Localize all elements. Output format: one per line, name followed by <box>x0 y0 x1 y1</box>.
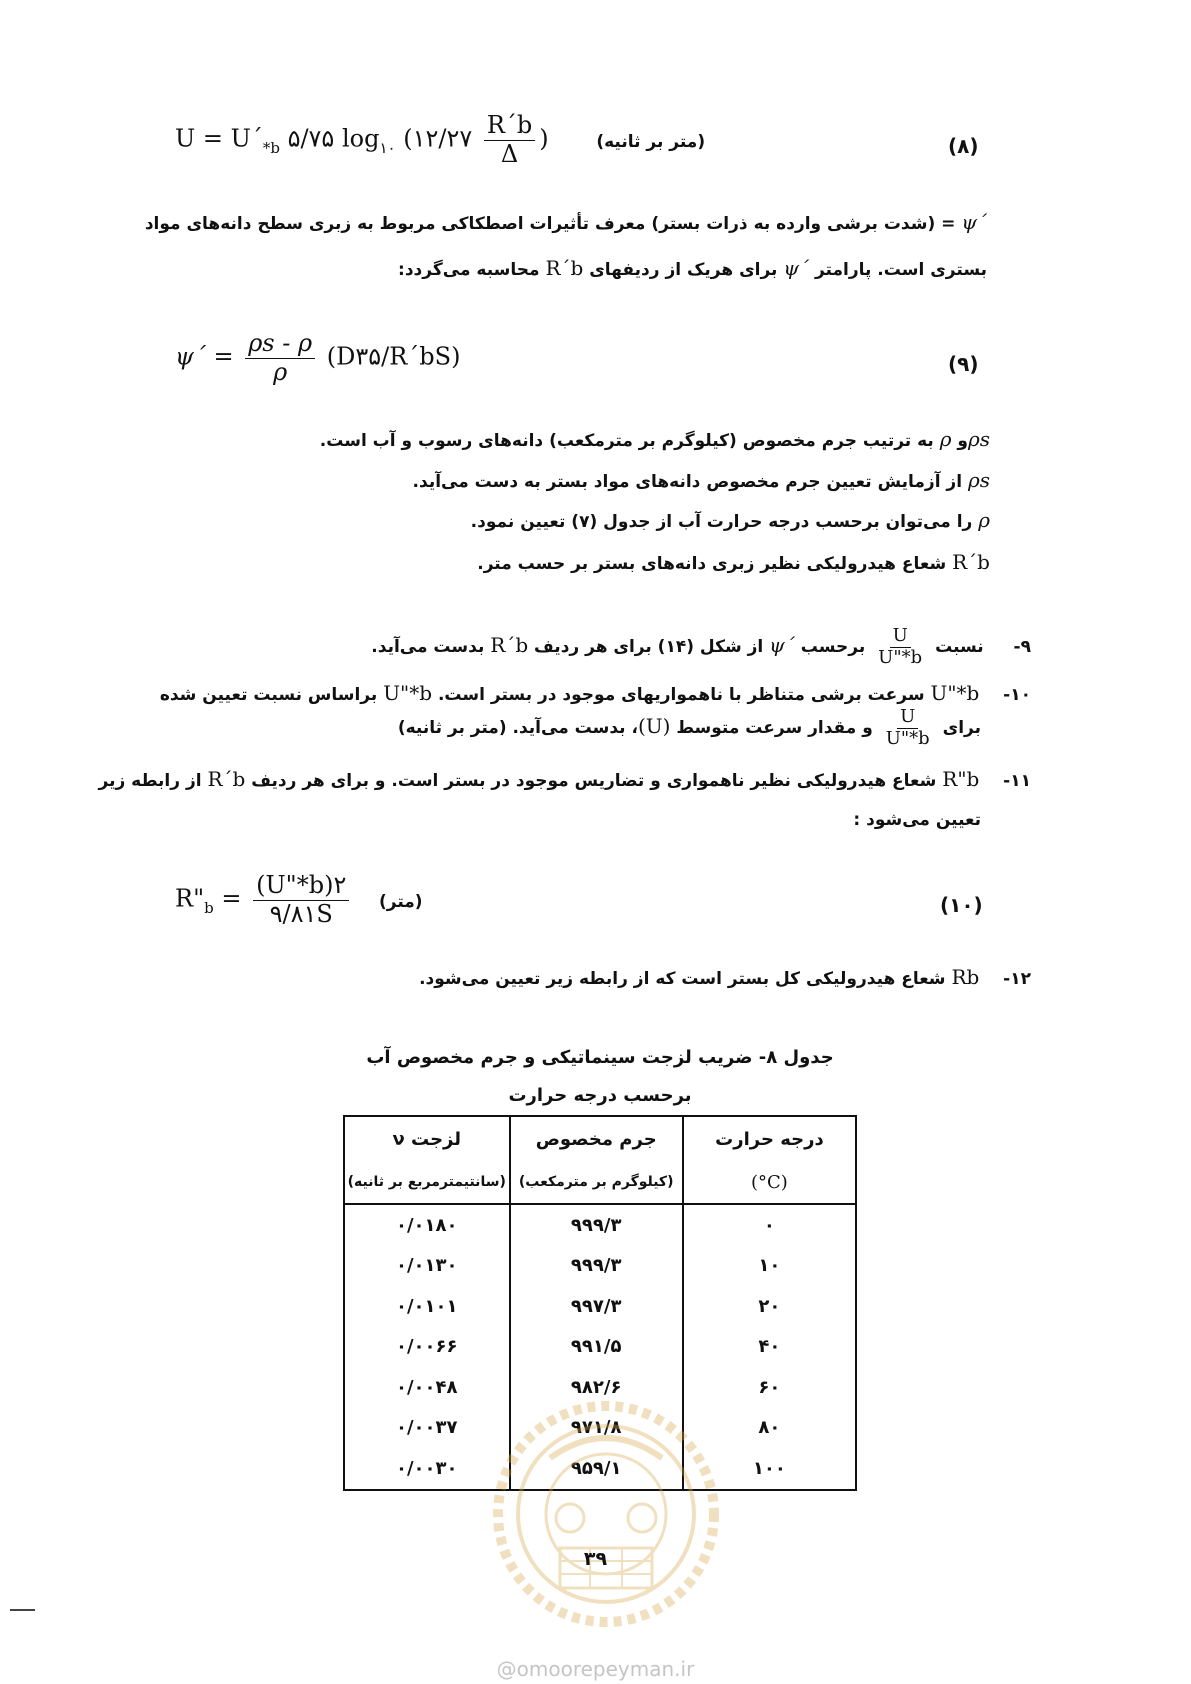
rho-s-symbol-2: ρs <box>967 468 990 492</box>
eq9-fraction <box>245 330 315 386</box>
col-density-unit: (کیلوگرم بر مترمکعب) <box>510 1161 683 1204</box>
rb-var-2: R´b <box>952 550 990 574</box>
psi-definition-text: = (شدت برشی وارده به ذرات بستر) معرف تأثیرات اصطکاکی مربوط به زبری سطح دانه‌های مواد <box>144 214 956 234</box>
psi-symbol: ψ´ <box>961 210 987 234</box>
item-9 <box>371 626 1031 668</box>
watermark-logo <box>490 1398 722 1630</box>
rho2-b: از آزمایش تعیین جرم مخصوص دانه‌های مواد بستر به دست می‌آید. <box>412 472 968 492</box>
item10-d: و مقدار سرعت متوسط <box>670 718 879 739</box>
item9-number: ۹- <box>1013 637 1031 658</box>
col-visc-unit: (سانتیمترمربع بر ثانیه) <box>344 1161 510 1204</box>
cell-visc: ۰/۰۱۸۰ <box>344 1204 510 1246</box>
eq10-fraction <box>253 872 349 928</box>
item9-b: برحسب <box>794 637 872 658</box>
eq9-rest: (D۳۵/R´bS) <box>319 342 461 371</box>
cell-temp: ۰ <box>683 1204 856 1246</box>
eq8-fraction <box>484 112 535 168</box>
cell-temp: ۲۰ <box>683 1286 856 1327</box>
watermark-site-text: @omoorepeyman.ir <box>496 1657 695 1681</box>
col-density-header: جرم مخصوص <box>510 1116 683 1161</box>
cell-visc: ۰/۰۰۶۶ <box>344 1327 510 1368</box>
psi-def2-a: بستری است. پارامتر <box>809 260 987 280</box>
item9-c: از شکل (۱۴) برای هر ردیف <box>528 637 770 658</box>
eq8-unit-note: (متر بر ثانیه) <box>596 131 706 152</box>
item-11-line2 <box>853 810 981 830</box>
item10-a: سرعت برشی متناظر با ناهمواریهای موجود در بستر است. <box>432 685 931 705</box>
item10-frac-num: U <box>897 707 918 729</box>
item11-b: از رابطه زیر <box>98 771 208 791</box>
eq10-lhs-sub: b <box>204 898 214 917</box>
cell-density: ۹۹۷/۳ <box>510 1286 683 1327</box>
cell-temp: ۸۰ <box>683 1408 856 1449</box>
eq10-unit-note: (متر) <box>378 891 423 912</box>
rb-var: R´b <box>545 256 584 280</box>
rho1-b: و <box>951 431 968 451</box>
page-number: ۳۹ <box>583 1548 608 1570</box>
eq9-frac-den: ρ <box>273 357 288 386</box>
cell-visc: ۰/۰۱۰۱ <box>344 1286 510 1327</box>
psi-definition-line2 <box>398 256 987 280</box>
eq9-frac-num: ρs - ρ <box>245 330 315 359</box>
u-shear-var: U"*b <box>930 681 980 705</box>
item9-d: بدست می‌آید. <box>371 637 491 658</box>
item10-c: برای <box>936 718 981 739</box>
r-double-prime-var: R"b <box>942 767 980 791</box>
psi-definition-line1 <box>145 210 987 234</box>
eq8-frac-den: Δ <box>500 139 519 168</box>
col-temp-unit <box>683 1161 856 1204</box>
eq8-open: (۱۲/۲۷ <box>395 124 480 153</box>
rb-total-var: Rb <box>951 965 980 989</box>
eq8-log-base: ۱۰ <box>379 138 396 157</box>
eq10-lhs: R" <box>175 884 205 913</box>
item9-frac-den: U"*b <box>878 646 923 668</box>
item10-fraction <box>883 707 933 749</box>
rho-definition-3 <box>471 508 990 532</box>
rb-def-text: شعاع هیدرولیکی نظیر زبری دانه‌های بستر بر حسب متر. <box>477 554 953 574</box>
item-11-line1 <box>99 767 1032 791</box>
equation-10 <box>175 872 423 928</box>
item-10-line1 <box>160 681 1031 705</box>
psi-symbol-2: ψ´ <box>783 256 810 280</box>
rb-var-4: R´b <box>207 767 246 791</box>
item-10-line2 <box>398 707 981 749</box>
eq10-frac-den: ۹/۸۱S <box>269 899 333 928</box>
rho3-b: را می‌توان برحسب درجه حرارت آب از جدول (۷) تعیین نمود. <box>470 512 979 532</box>
eq8-lhs: U = U´ <box>175 124 263 153</box>
margin-mark <box>10 1609 35 1611</box>
rho-symbol: ρ <box>939 427 952 451</box>
cell-temp: ۱۰۰ <box>683 1448 856 1490</box>
eq10-equals: = <box>213 884 250 913</box>
eq10-frac-num: (U"*b)۲ <box>253 872 349 901</box>
temp-unit-text: (°C) <box>751 1171 788 1193</box>
item10-frac-den: U"*b <box>885 727 930 749</box>
cell-temp: ۴۰ <box>683 1327 856 1368</box>
table-row <box>344 1246 856 1287</box>
eq9-number: (۹) <box>948 352 979 376</box>
eq10-number: (۱۰) <box>940 893 983 917</box>
col-visc-header: لزجت ν <box>344 1116 510 1161</box>
table-caption-line2: برحسب درجه حرارت <box>508 1085 692 1106</box>
item11-a: شعاع هیدرولیکی نظیر ناهمواری و تضاریس موجود در بستر است. و برای هر ردیف <box>245 771 943 791</box>
table-row <box>344 1286 856 1327</box>
table-header-row <box>344 1116 856 1161</box>
cell-density: ۹۷۱/۸ <box>510 1408 683 1449</box>
eq8-close: ) <box>539 124 549 153</box>
table-caption-line1: جدول ۸- ضریب لزجت سینماتیکی و جرم مخصوص آب <box>366 1047 834 1068</box>
item9-a: نسبت <box>929 637 984 658</box>
equation-8 <box>175 112 705 168</box>
rho-symbol-2: ρ <box>978 508 990 532</box>
item11-number: ۱۱- <box>1003 771 1031 791</box>
cell-visc: ۰/۰۰۳۰ <box>344 1448 510 1490</box>
cell-temp: ۶۰ <box>683 1367 856 1408</box>
rho-definition-1 <box>320 427 990 451</box>
eq8-frac-num: R´b <box>484 112 535 141</box>
cell-density: ۹۸۲/۶ <box>510 1367 683 1408</box>
cell-density: ۹۹۹/۳ <box>510 1246 683 1287</box>
item-12 <box>419 965 1031 989</box>
cell-density: ۹۹۹/۳ <box>510 1204 683 1246</box>
psi-symbol-3: ψ´ <box>769 633 795 658</box>
table-row <box>344 1204 856 1246</box>
eq8-sub: *b <box>262 138 280 157</box>
u-shear-var-2: U"*b <box>383 681 433 705</box>
cell-visc: ۰/۰۰۳۷ <box>344 1408 510 1449</box>
table-unit-row <box>344 1161 856 1204</box>
eq8-body: ۵/۷۵ log <box>279 124 380 153</box>
equation-9 <box>175 330 460 386</box>
item12-number: ۱۲- <box>1003 969 1031 989</box>
item10-b: براساس نسبت تعیین شده <box>159 685 384 705</box>
cell-temp: ۱۰ <box>683 1246 856 1287</box>
item10-e: ، بدست می‌آید. (متر بر ثانیه) <box>397 718 638 739</box>
rho-s-symbol: ρs <box>967 427 990 451</box>
col-temp-header: درجه حرارت <box>683 1116 856 1161</box>
psi-def2-c: محاسبه می‌گردد: <box>398 260 546 280</box>
item11-c: تعیین می‌شود : <box>853 810 981 830</box>
rb-definition <box>477 550 990 574</box>
eq9-lhs: ψ´ = <box>175 342 242 371</box>
item12-a: شعاع هیدرولیکی کل بستر است که از رابطه زیر تعیین می‌شود. <box>419 969 952 989</box>
cell-visc: ۰/۰۰۴۸ <box>344 1367 510 1408</box>
eq8-number: (۸) <box>948 134 979 158</box>
rho1-d: به ترتیب جرم مخصوص (کیلوگرم بر مترمکعب) دانه‌های رسوب و آب است. <box>319 431 940 451</box>
cell-density: ۹۹۱/۵ <box>510 1327 683 1368</box>
table-row <box>344 1327 856 1368</box>
psi-def2-b: برای هریک از ردیفهای <box>583 260 784 280</box>
cell-density: ۹۵۹/۱ <box>510 1448 683 1490</box>
cell-visc: ۰/۰۱۳۰ <box>344 1246 510 1287</box>
item9-fraction <box>875 626 925 668</box>
item10-number: ۱۰- <box>1003 685 1031 705</box>
u-var: (U) <box>637 714 671 739</box>
item9-frac-num: U <box>890 626 911 648</box>
rho-definition-2 <box>413 468 990 492</box>
rb-var-3: R´b <box>490 633 529 658</box>
